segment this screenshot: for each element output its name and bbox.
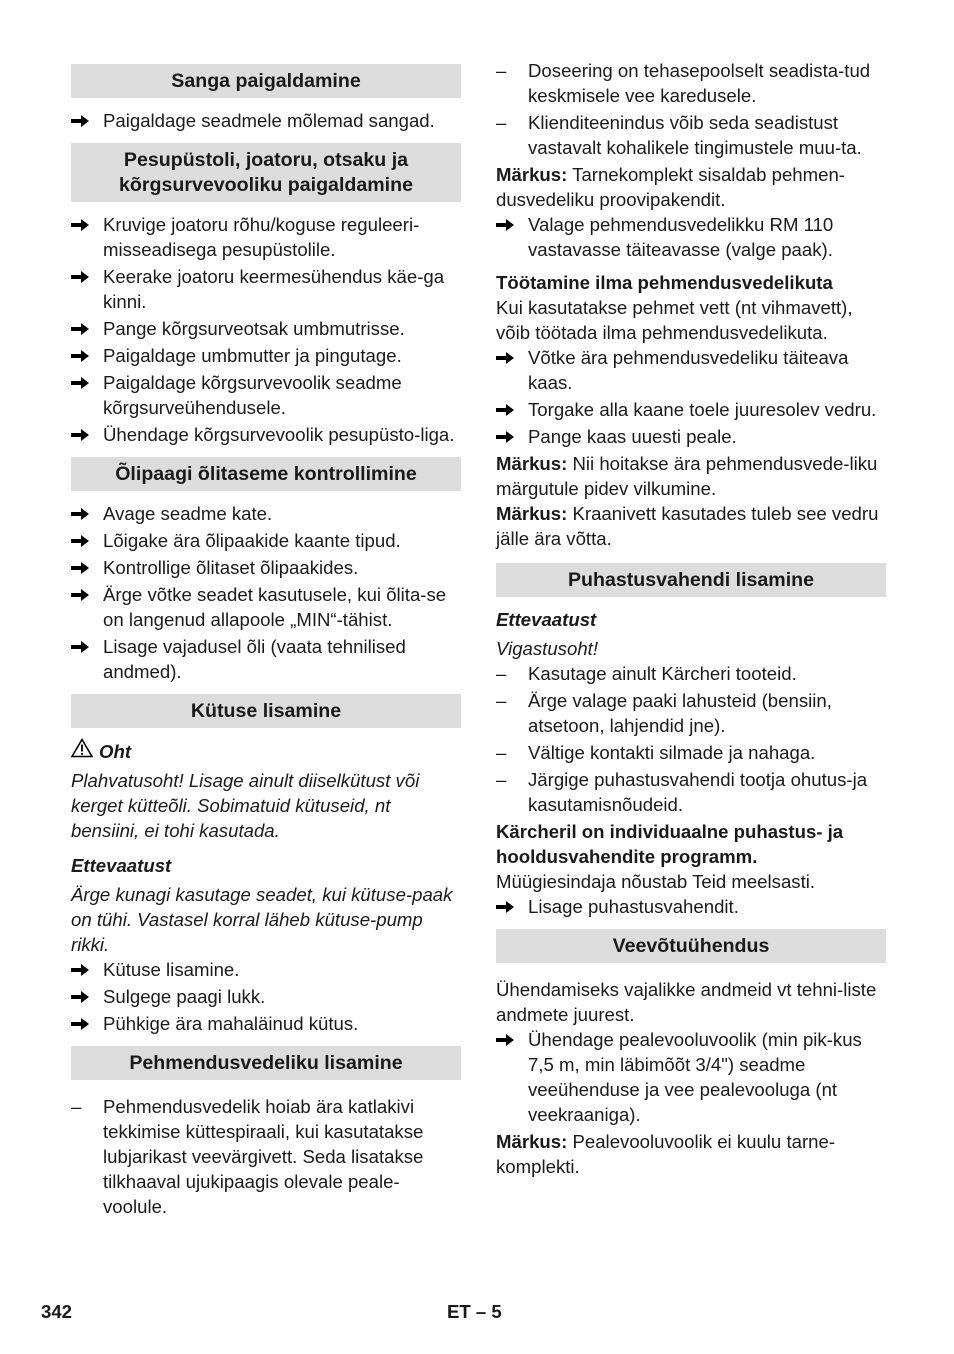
note-paragraph: Märkus: Pealevooluvoolik ei kuulu tarne-komplekti.	[496, 1131, 836, 1177]
section-heading-puhastus: Puhastusvahendi lisamine	[496, 563, 886, 597]
list-item: Kütuse lisamine.	[71, 957, 461, 982]
list-item: – Ärge valage paaki lahusteid (bensiin, atsetoon, lahjendid jne).	[496, 690, 832, 736]
intro-paragraph: Ühendamiseks vajalikke andmeid vt tehni-liste andmete juurest.	[496, 979, 877, 1025]
page-number: 342	[41, 1301, 73, 1322]
arrow-right-icon	[71, 1011, 95, 1031]
list-item: Ärge võtke seadet kasutusele, kui õlita-se on langenud allapoole „MIN“-tähist.	[71, 582, 461, 632]
arrow-right-icon	[71, 528, 95, 548]
dash-bullet: –	[496, 690, 507, 711]
language-page-label: ET – 5	[447, 1301, 502, 1322]
note-paragraph: Märkus: Nii hoitakse ära pehmendusvede-liku märgutule pidev vilkumine.	[496, 453, 878, 499]
list-item: – Doseering on tehasepoolselt seadista-tud keskmisele vee karedusele.	[496, 60, 871, 106]
arrow-right-icon	[71, 108, 95, 128]
caution-label: Ettevaatust	[496, 609, 597, 630]
section-heading-veevotu: Veevõtuühendus	[496, 929, 886, 963]
left-column	[71, 58, 461, 1221]
list-item: Pange kõrgsurveotsak umbmutrisse.	[71, 316, 461, 341]
section-heading-pehmendus: Pehmendusvedeliku lisamine	[71, 1046, 461, 1080]
arrow-right-icon	[71, 501, 95, 521]
list-item: Pühkige ära mahaläinud kütus.	[71, 1011, 461, 1036]
plain-paragraph: Müügiesindaja nõustab Teid meelsasti.	[496, 871, 816, 892]
arrow-right-icon	[71, 370, 95, 390]
list-item: Ühendage kõrgsurvevoolik pesupüsto-liga.	[71, 422, 461, 447]
dash-bullet: –	[496, 112, 507, 133]
dash-bullet: –	[71, 1096, 82, 1117]
list-item: Avage seadme kate.	[71, 501, 461, 526]
arrow-right-icon	[71, 634, 95, 654]
caution-text: Vigastusoht!	[496, 638, 598, 659]
list-item: Pange kaas uuesti peale.	[496, 424, 886, 449]
list-item: Torgake alla kaane toele juuresolev vedru.	[496, 397, 886, 422]
section-heading-pesupustol: Pesupüstoli, joatoru, otsaku ja kõrgsurvevooliku paigaldamine	[71, 143, 461, 202]
intro-paragraph: Kui kasutatakse pehmet vett (nt vihmavett), võib töötada ilma pehmendusvedelikuta.	[496, 297, 853, 343]
arrow-right-icon	[71, 343, 95, 363]
list-item: Kontrollige õlitaset õlipaakides.	[71, 555, 461, 580]
arrow-right-icon	[71, 582, 95, 602]
list-item: – Kasutage ainult Kärcheri tooteid.	[496, 663, 797, 684]
arrow-right-icon	[496, 894, 520, 914]
list-item: Paigaldage kõrgsurvevoolik seadme kõrgsurveühendusele.	[71, 370, 461, 420]
arrow-right-icon	[71, 555, 95, 575]
arrow-right-icon	[496, 424, 520, 444]
section-heading-kytus: Kütuse lisamine	[71, 694, 461, 728]
dash-bullet: –	[496, 769, 507, 790]
list-item: Lõigake ära õlipaakide kaante tipud.	[71, 528, 461, 553]
list-item: Sulgege paagi lukk.	[71, 984, 461, 1009]
list-item: – Vältige kontakti silmade ja nahaga.	[496, 742, 816, 763]
right-column	[496, 58, 886, 1179]
list-item: Lisage puhastusvahendit.	[496, 894, 886, 919]
note-paragraph: Märkus: Kraanivett kasutades tuleb see vedru jälle ära võtta.	[496, 503, 879, 549]
arrow-right-icon	[496, 1027, 520, 1047]
list-item: Paigaldage seadmele mõlemad sangad.	[71, 108, 461, 133]
arrow-right-icon	[496, 397, 520, 417]
bold-paragraph: Kärcheril on individuaalne puhastus- ja hooldusvahendite programm.	[496, 821, 844, 867]
arrow-right-icon	[71, 957, 95, 977]
section-heading-olipaak: Õlipaagi õlitaseme kontrollimine	[71, 457, 461, 491]
subheading-ilma: Töötamine ilma pehmendusvedelikuta	[496, 272, 833, 293]
danger-label: Oht	[99, 740, 132, 762]
caution-text: Ärge kunagi kasutage seadet, kui kütuse-paak on tühi. Vastasel korral läheb kütuse-pump rikki.	[71, 884, 453, 955]
arrow-right-icon	[496, 212, 520, 232]
list-item: Valage pehmendusvedelikku RM 110 vastavasse täiteavasse (valge paak).	[496, 212, 886, 262]
danger-text: Plahvatusoht! Lisage ainult diiselkütust või kerget kütteõli. Sobimatuid kütuseid, nt bensiini, ei tohi kasutada.	[71, 770, 420, 841]
arrow-right-icon	[496, 345, 520, 365]
arrow-right-icon	[71, 264, 95, 284]
note-paragraph: Märkus: Tarnekomplekt sisaldab pehmen-dusvedeliku proovipakendit.	[496, 164, 845, 210]
caution-label: Ettevaatust	[71, 855, 172, 876]
list-item: Lisage vajadusel õli (vaata tehnilised andmed).	[71, 634, 461, 684]
list-item: Paigaldage umbmutter ja pingutage.	[71, 343, 461, 368]
list-item: Kruvige joatoru rõhu/koguse reguleeri-misseadisega pesupüstolile.	[71, 212, 461, 262]
dash-bullet: –	[496, 663, 507, 684]
list-item: Võtke ära pehmendusvedeliku täiteava kaas.	[496, 345, 886, 395]
arrow-right-icon	[71, 984, 95, 1004]
section-heading-sanga: Sanga paigaldamine	[71, 64, 461, 98]
dash-bullet: –	[496, 742, 507, 763]
arrow-right-icon	[71, 422, 95, 442]
arrow-right-icon	[71, 316, 95, 336]
danger-label-row	[71, 738, 461, 764]
list-item: Keerake joatoru keermesühendus käe-ga kinni.	[71, 264, 461, 314]
list-item: – Klienditeenindus võib seda seadistust vastavalt kohalikele tingimustele muu-ta.	[496, 112, 862, 158]
warning-triangle-icon	[71, 738, 93, 764]
list-item: – Pehmendusvedelik hoiab ära katlakivi tekkimise küttespiraali, kui kasutatakse lubjarikast veevärgivett. Seda lisatakse tilkhaaval ujukipaagis olevale peale-voolule.	[71, 1096, 424, 1217]
list-item: Ühendage pealevooluvoolik (min pik-kus 7,5 m, min läbimõõt 3/4") seadme veeühenduse ja vee pealevooluga (nt veekraaniga).	[496, 1027, 886, 1127]
arrow-right-icon	[71, 212, 95, 232]
list-item: – Järgige puhastusvahendi tootja ohutus-ja kasutamisnõudeid.	[496, 769, 868, 815]
dash-bullet: –	[496, 60, 507, 81]
